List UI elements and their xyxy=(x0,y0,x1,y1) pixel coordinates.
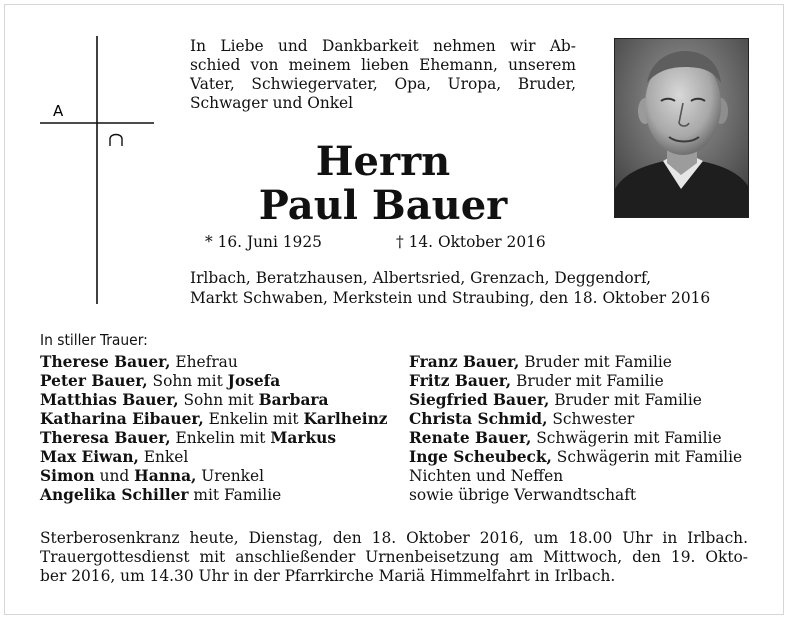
service-line: Trauergottesdienst mit anschließender Urnenbeisetzung am Mittwoch, den 19. Okto- xyxy=(40,548,748,566)
mourner-entry: sowie übrige Verwandtschaft xyxy=(409,486,637,504)
mourner-entry: Fritz Bauer, Bruder mit Familie xyxy=(409,372,664,390)
death-date: † 14. Oktober 2016 xyxy=(396,233,546,251)
intro-line: Vater, Schwiegervater, Opa, Uropa, Bruder, xyxy=(190,75,576,93)
mourner-entry: Renate Bauer, Schwägerin mit Familie xyxy=(409,429,722,447)
service-line: ber 2016, um 14.30 Uhr in der Pfarrkirche Mariä Himmelfahrt in Irlbach. xyxy=(40,567,616,585)
mourner-entry: Peter Bauer, Sohn mit Josefa xyxy=(40,372,281,390)
mourner-entry: Siegfried Bauer, Bruder mit Familie xyxy=(409,391,702,409)
omega-symbol xyxy=(110,135,122,147)
mourners-heading: In stiller Trauer: xyxy=(40,331,148,349)
intro-line: schied von meinem lieben Ehemann, unserem xyxy=(190,56,576,74)
birth-date: * 16. Juni 1925 xyxy=(205,233,322,251)
portrait-photo xyxy=(614,38,749,218)
intro-line: Schwager und Onkel xyxy=(190,94,354,112)
places-and-date xyxy=(190,268,710,308)
mourner-entry: Angelika Schiller mit Familie xyxy=(40,486,282,504)
intro-text xyxy=(190,37,576,113)
portrait-icon xyxy=(615,39,749,218)
mourners-right-column xyxy=(409,353,742,505)
service-details xyxy=(40,529,748,586)
title-name: Paul Bauer xyxy=(258,182,508,229)
alpha-symbol: A xyxy=(53,102,64,120)
mourner-entry: Matthias Bauer, Sohn mit Barbara xyxy=(40,391,329,409)
mourner-entry: Therese Bauer, Ehefrau xyxy=(40,353,238,371)
mourner-entry: Franz Bauer, Bruder mit Familie xyxy=(409,353,672,371)
mourner-entry: Max Eiwan, Enkel xyxy=(40,448,189,466)
mourner-entry: Christa Schmid, Schwester xyxy=(409,410,635,428)
mourners-left-column xyxy=(40,353,388,505)
places-line: Irlbach, Beratzhausen, Albertsried, Grenzach, Deggendorf, xyxy=(190,269,652,287)
mourner-entry: Inge Scheubeck, Schwägerin mit Familie xyxy=(409,448,743,466)
mourner-entry: Theresa Bauer, Enkelin mit Markus xyxy=(40,429,336,447)
cross-icon xyxy=(36,36,156,306)
mourner-entry: Simon und Hanna, Urenkel xyxy=(40,467,265,485)
mourner-entry: Katharina Eibauer, Enkelin mit Karlheinz xyxy=(40,410,388,428)
service-line: Sterberosenkranz heute, Dienstag, den 18. Oktober 2016, um 18.00 Uhr in Irlbach. xyxy=(40,529,748,547)
mourner-entry: Nichten und Neffen xyxy=(409,467,564,485)
intro-line: In Liebe und Dankbarkeit nehmen wir Ab- xyxy=(190,37,576,55)
title-salutation: Herrn xyxy=(315,138,451,185)
places-line: Markt Schwaben, Merkstein und Straubing, den 18. Oktober 2016 xyxy=(190,289,711,307)
